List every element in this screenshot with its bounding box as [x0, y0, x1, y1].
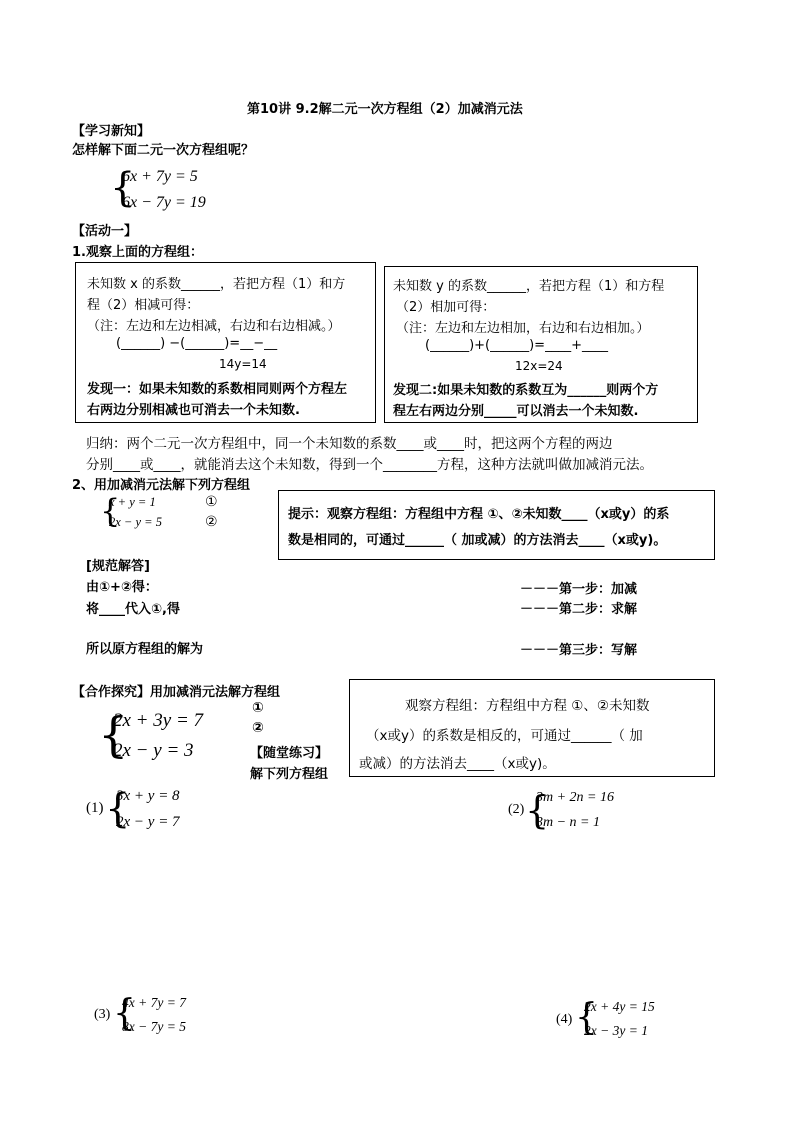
box-text: （注：左边和左边相加，右边和右边相加。）	[396, 321, 650, 336]
equation-line: 2x − y = 5	[109, 515, 162, 529]
exercise-label: (1)	[86, 800, 104, 816]
equation-line: 2x + 3y = 7	[113, 710, 204, 731]
step-1: 由①+②得：	[86, 580, 158, 595]
equation-system-0	[110, 166, 230, 216]
equation-line: 2x − y = 7	[116, 814, 180, 830]
equation-line: 4x + 7y = 7	[122, 995, 186, 1010]
page-title: 第10讲 9.2解二元一次方程组（2）加减消元法	[247, 102, 523, 117]
discovery-text: 右两边分别相减也可消去一个未知数.	[87, 403, 300, 418]
section-tag-activity: 【活动一】	[72, 224, 138, 239]
box-text: （2）相加可得：	[396, 300, 496, 315]
box-text: 程（2）相减可得：	[87, 298, 200, 313]
step-3-note: －－－第三步：写解	[520, 643, 638, 658]
hint-box	[278, 490, 715, 560]
equation-line: 6x + 7y = 5	[122, 168, 198, 185]
equation-line: 2x − y = 3	[113, 740, 194, 761]
exercise-label: (3)	[94, 1007, 111, 1022]
section-tag-coop: 【合作探究】用加减消元法解方程组	[72, 685, 281, 700]
brace-icon: {	[575, 997, 598, 1038]
observation-box-right	[384, 266, 698, 423]
circled-label-1: ①	[205, 494, 218, 510]
hint-text: 提示：观察方程组：方程组中方程 ①、②未知数____（x或y）的系	[288, 507, 670, 522]
step-2: 将____代入①,得	[86, 602, 180, 617]
box-result: 14y=14	[219, 357, 267, 371]
brace-icon: {	[105, 786, 131, 832]
observation-box-left	[75, 262, 376, 423]
practice-subtitle: 解下列方程组	[250, 767, 329, 782]
equation-line: 2x + 4y = 15	[584, 999, 655, 1014]
brace-icon: {	[98, 707, 129, 763]
practice-tag: 【随堂练习】	[250, 746, 329, 761]
exercise-2-system	[525, 788, 635, 838]
hint-text: 数是相同的，可通过______（ 加或减）的方法消去____（x或y)。	[288, 533, 667, 548]
step-3: 所以原方程组的解为	[86, 642, 204, 657]
brace-icon: {	[525, 788, 550, 832]
activity-item-1: 1.观察上面的方程组：	[72, 245, 203, 260]
box-text: (______)+(______)=____+____	[425, 338, 608, 353]
exercise-label: (2)	[508, 802, 525, 817]
activity-item-2: 2、用加减消元法解下列方程组	[72, 478, 251, 493]
norm-tag: [规范解答]	[86, 559, 150, 574]
brace-icon: {	[113, 993, 136, 1034]
discovery-text: 发现二:如果未知数的系数互为______则两个方	[393, 383, 659, 398]
circled-label-1: ①	[252, 700, 264, 716]
section-tag-learn: 【学习新知】	[72, 124, 151, 139]
brace-icon: {	[100, 492, 121, 530]
observe-text: 或减）的方法消去____（x或y)。	[359, 756, 556, 772]
observe-text: （x或y）的系数是相反的，可通过______（ 加	[366, 728, 643, 744]
box-text: (______) −(______)=__−__	[116, 336, 278, 351]
exercise-3-system	[113, 993, 213, 1041]
discovery-text: 发现一：如果未知数的系数相同则两个方程左	[87, 382, 348, 397]
equation-line: 6x − 7y = 19	[122, 194, 206, 211]
equation-line: x + y = 1	[109, 495, 156, 509]
exercise-4-system	[575, 997, 675, 1045]
brace-icon: {	[110, 165, 136, 211]
box-text: 未知数 y 的系数______，若把方程（1）和方程	[393, 279, 665, 294]
equation-system-2	[98, 708, 248, 768]
step-2-note: －－－第二步：求解	[520, 602, 638, 617]
observe-text: 观察方程组：方程组中方程 ①、②未知数	[405, 698, 650, 714]
box-text: （注：左边和左边相减，右边和右边相减。）	[87, 319, 341, 334]
question-text: 怎样解下面二元一次方程组呢？	[72, 143, 255, 158]
equation-line: 2x − 3y = 1	[584, 1023, 648, 1038]
observe-box	[349, 679, 715, 777]
discovery-text: 程左右两边分别_____可以消去一个未知数.	[393, 404, 639, 419]
equation-line: 3x + y = 8	[116, 788, 180, 804]
equation-line: 8x − 7y = 5	[122, 1019, 186, 1034]
equation-line: 3m + 2n = 16	[536, 790, 615, 805]
exercise-1-system	[105, 786, 205, 836]
circled-label-2: ②	[205, 514, 218, 530]
circled-label-2: ②	[252, 720, 264, 736]
summary-line-1: 归纳：两个二元一次方程组中，同一个未知数的系数____或____时，把这两个方程的两边	[86, 436, 613, 452]
box-text: 未知数 x 的系数______，若把方程（1）和方	[87, 277, 346, 292]
exercise-label: (4)	[556, 1012, 573, 1027]
summary-line-2: 分别____或____，就能消去这个未知数，得到一个________方程，这种方法就叫做加减消元法。	[86, 457, 653, 473]
equation-line: 3m − n = 1	[536, 815, 601, 830]
box-result: 12x=24	[515, 359, 563, 373]
step-1-note: －－－第一步：加减	[520, 582, 638, 597]
